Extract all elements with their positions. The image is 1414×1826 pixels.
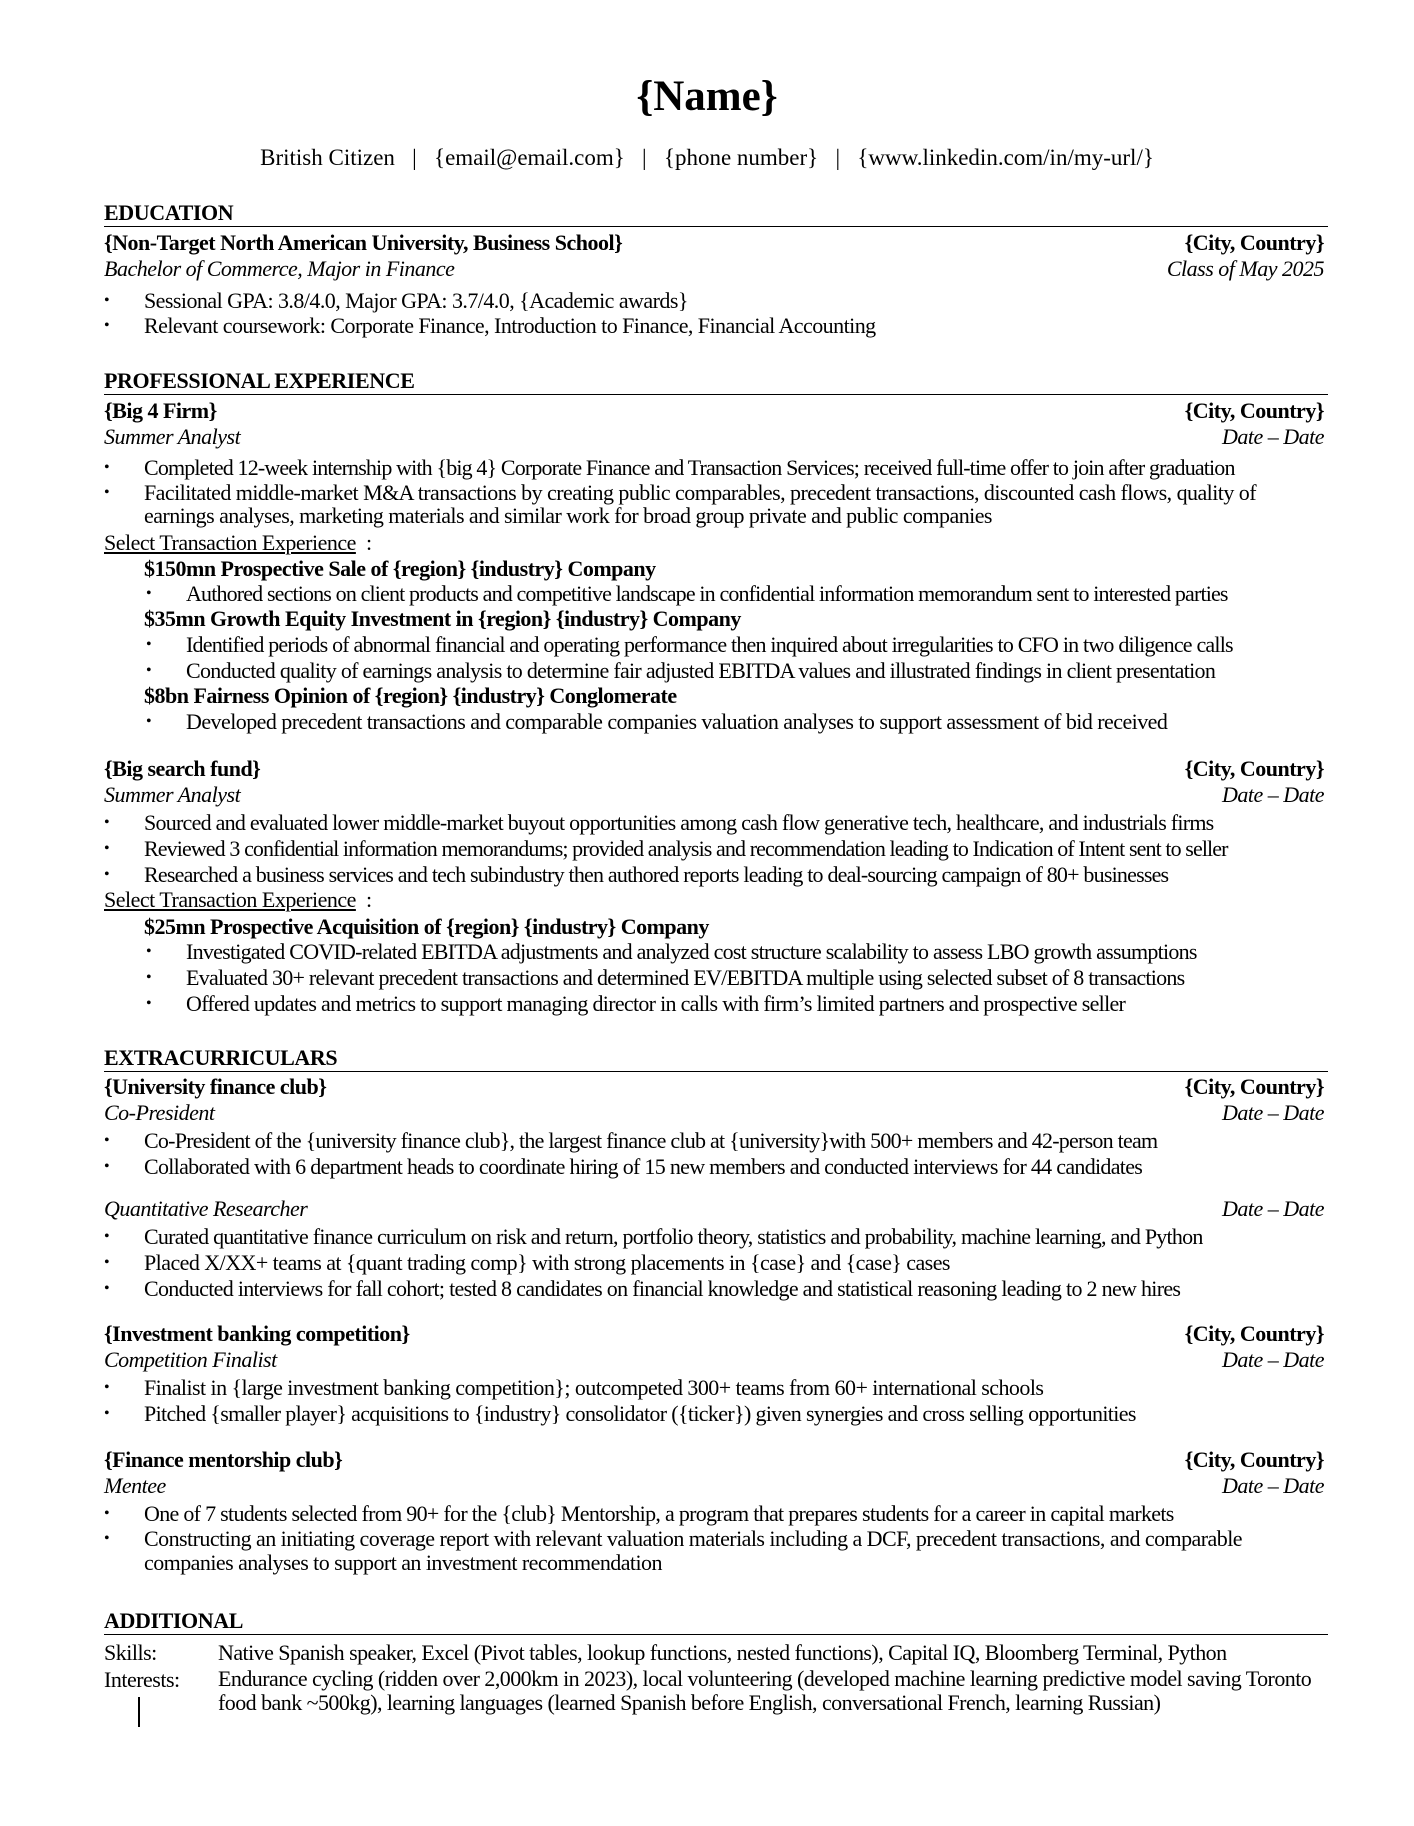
deal-title: $35mn Growth Equity Investment in {region} {industry} Company	[144, 606, 741, 631]
list-item: • Investigated COVID-related EBITDA adjustments and analyzed cost structure scalability to assess LBO growth assumptions	[146, 939, 1197, 964]
list-item: • Curated quantitative finance curriculum on risk and return, portfolio theory, statistics and probability, machine learning, and Python	[104, 1224, 1203, 1249]
job-org: {Big 4 Firm}	[104, 398, 217, 423]
list-item: • Sessional GPA: 3.8/4.0, Major GPA: 3.7/4.0, {Academic awards}	[104, 288, 688, 313]
club-org-row	[104, 1074, 1324, 1100]
job-org-row	[104, 398, 1324, 424]
list-item: • Completed 12-week internship with {big 4} Corporate Finance and Transaction Services; received full-time offer to join after graduation	[104, 455, 1235, 480]
list-item: • Collaborated with 6 department heads to coordinate hiring of 15 new members and conducted interviews for 44 candidates	[104, 1154, 1143, 1179]
extracurriculars-heading: EXTRACURRICULARS	[104, 1045, 1328, 1072]
job-org-row	[104, 756, 1324, 782]
list-item: • Reviewed 3 confidential information memorandums; provided analysis and recommendation leading to Indication of Intent sent to seller	[104, 836, 1228, 861]
skills-text: Native Spanish speaker, Excel (Pivot tables, lookup functions, nested functions), Capital IQ, Bloomberg Terminal, Python	[218, 1640, 1227, 1665]
club-role-row	[104, 1100, 1324, 1126]
text-cursor	[138, 1697, 140, 1727]
club-location: {City, Country}	[1184, 1321, 1324, 1346]
job-location: {City, Country}	[1184, 398, 1324, 423]
list-item: • Finalist in {large investment banking competition}; outcompeted 300+ teams from 60+ international schools	[104, 1375, 1044, 1400]
contact-line: British Citizen | {email@email.com} | {phone number} | {www.linkedin.com/in/my-url/}	[260, 145, 1154, 170]
club-role-row	[104, 1347, 1324, 1373]
club-location: {City, Country}	[1184, 1074, 1324, 1099]
list-item: • Conducted quality of earnings analysis to determine fair adjusted EBITDA values and illustrated findings in client presentation	[146, 658, 1216, 683]
degree: Bachelor of Commerce, Major in Finance	[104, 256, 455, 281]
club-org-row	[104, 1321, 1324, 1347]
education-school-row	[104, 230, 1324, 256]
club-date: Date – Date	[1221, 1196, 1324, 1221]
list-item: • Facilitated middle-market M&A transactions by creating public comparables, precedent transactions, discounted cash flows, quality of earnings analyses, marketing materials and similar work for broad group private and public companies	[104, 480, 1256, 528]
list-item: • Constructing an initiating coverage report with relevant valuation materials including a DCF, precedent transactions, and comparable companies analyses to support an investment recommendation	[104, 1526, 1242, 1575]
list-item: • Sourced and evaluated lower middle-market buyout opportunities among cash flow generative tech, healthcare, and industrials firms	[104, 810, 1214, 835]
list-item: • Evaluated 30+ relevant precedent transactions and determined EV/EBITDA multiple using selected subset of 8 transactions	[146, 965, 1185, 990]
school-name: {Non-Target North American University, Business School}	[104, 230, 623, 255]
club-org-row	[104, 1447, 1324, 1473]
list-item: • Authored sections on client products and competitive landscape in confidential information memorandum sent to interested parties	[146, 581, 1228, 606]
candidate-name: {Name}	[636, 73, 778, 120]
skills-label: Skills:	[104, 1640, 157, 1665]
job-date: Date – Date	[1221, 424, 1324, 449]
job-org: {Big search fund}	[104, 756, 261, 781]
experience-heading: PROFESSIONAL EXPERIENCE	[104, 368, 1328, 395]
club-role: Quantitative Researcher	[104, 1196, 308, 1221]
select-transaction-label: Select Transaction Experience	[104, 887, 356, 912]
club-role-row	[104, 1196, 1324, 1222]
additional-heading: ADDITIONAL	[104, 1608, 1328, 1635]
list-item: • Offered updates and metrics to support managing director in calls with firm’s limited partners and prospective seller	[146, 991, 1126, 1016]
education-degree-row	[104, 256, 1324, 282]
graduation-date: Class of May 2025	[1166, 256, 1324, 281]
select-transaction-label: Select Transaction Experience	[104, 530, 356, 555]
job-role-row	[104, 424, 1324, 450]
school-location: {City, Country}	[1184, 230, 1324, 255]
list-item: • Identified periods of abnormal financial and operating performance then inquired about irregularities to CFO in two diligence calls	[146, 632, 1233, 657]
list-item: • Conducted interviews for fall cohort; tested 8 candidates on financial knowledge and statistical reasoning leading to 2 new hires	[104, 1276, 1181, 1301]
colon: :	[366, 530, 372, 555]
job-role: Summer Analyst	[104, 782, 241, 807]
list-item: • Co-President of the {university finance club}, the largest finance club at {university}with 500+ members and 42-person team	[104, 1128, 1158, 1153]
club-role: Competition Finalist	[104, 1347, 277, 1372]
job-location: {City, Country}	[1184, 756, 1324, 781]
club-date: Date – Date	[1221, 1473, 1324, 1498]
list-item: • One of 7 students selected from 90+ for the {club} Mentorship, a program that prepares students for a career in capital markets	[104, 1501, 1174, 1526]
job-date: Date – Date	[1221, 782, 1324, 807]
club-org: {Investment banking competition}	[104, 1321, 410, 1346]
interests-text: Endurance cycling (ridden over 2,000km in 2023), local volunteering (developed machine learning predictive model saving Toronto food bank ~500kg), learning languages (learned Spanish before English, conversational French, learning Russian)	[218, 1666, 1312, 1715]
club-role: Co-President	[104, 1100, 215, 1125]
education-heading: EDUCATION	[104, 200, 1328, 227]
club-role-row	[104, 1473, 1324, 1499]
list-item: • Placed X/XX+ teams at {quant trading comp} with strong placements in {case} and {case} cases	[104, 1250, 950, 1275]
job-role: Summer Analyst	[104, 424, 241, 449]
deal-title: $25mn Prospective Acquisition of {region} {industry} Company	[144, 914, 709, 939]
interests-label: Interests:	[104, 1667, 180, 1692]
club-org: {University finance club}	[104, 1074, 327, 1099]
colon: :	[366, 887, 372, 912]
deal-title: $8bn Fairness Opinion of {region} {industry} Conglomerate	[144, 683, 677, 708]
club-date: Date – Date	[1221, 1100, 1324, 1125]
list-item: • Researched a business services and tech subindustry then authored reports leading to deal-sourcing campaign of 80+ businesses	[104, 862, 1169, 887]
list-item: • Relevant coursework: Corporate Finance, Introduction to Finance, Financial Accounting	[104, 313, 876, 338]
list-item: • Pitched {smaller player} acquisitions to {industry} consolidator ({ticker}) given synergies and cross selling opportunities	[104, 1401, 1136, 1426]
club-role: Mentee	[104, 1473, 166, 1498]
deal-title: $150mn Prospective Sale of {region} {industry} Company	[144, 556, 656, 581]
job-role-row	[104, 782, 1324, 808]
club-location: {City, Country}	[1184, 1447, 1324, 1472]
list-item: • Developed precedent transactions and comparable companies valuation analyses to support assessment of bid received	[146, 709, 1168, 734]
club-date: Date – Date	[1221, 1347, 1324, 1372]
club-org: {Finance mentorship club}	[104, 1447, 343, 1472]
